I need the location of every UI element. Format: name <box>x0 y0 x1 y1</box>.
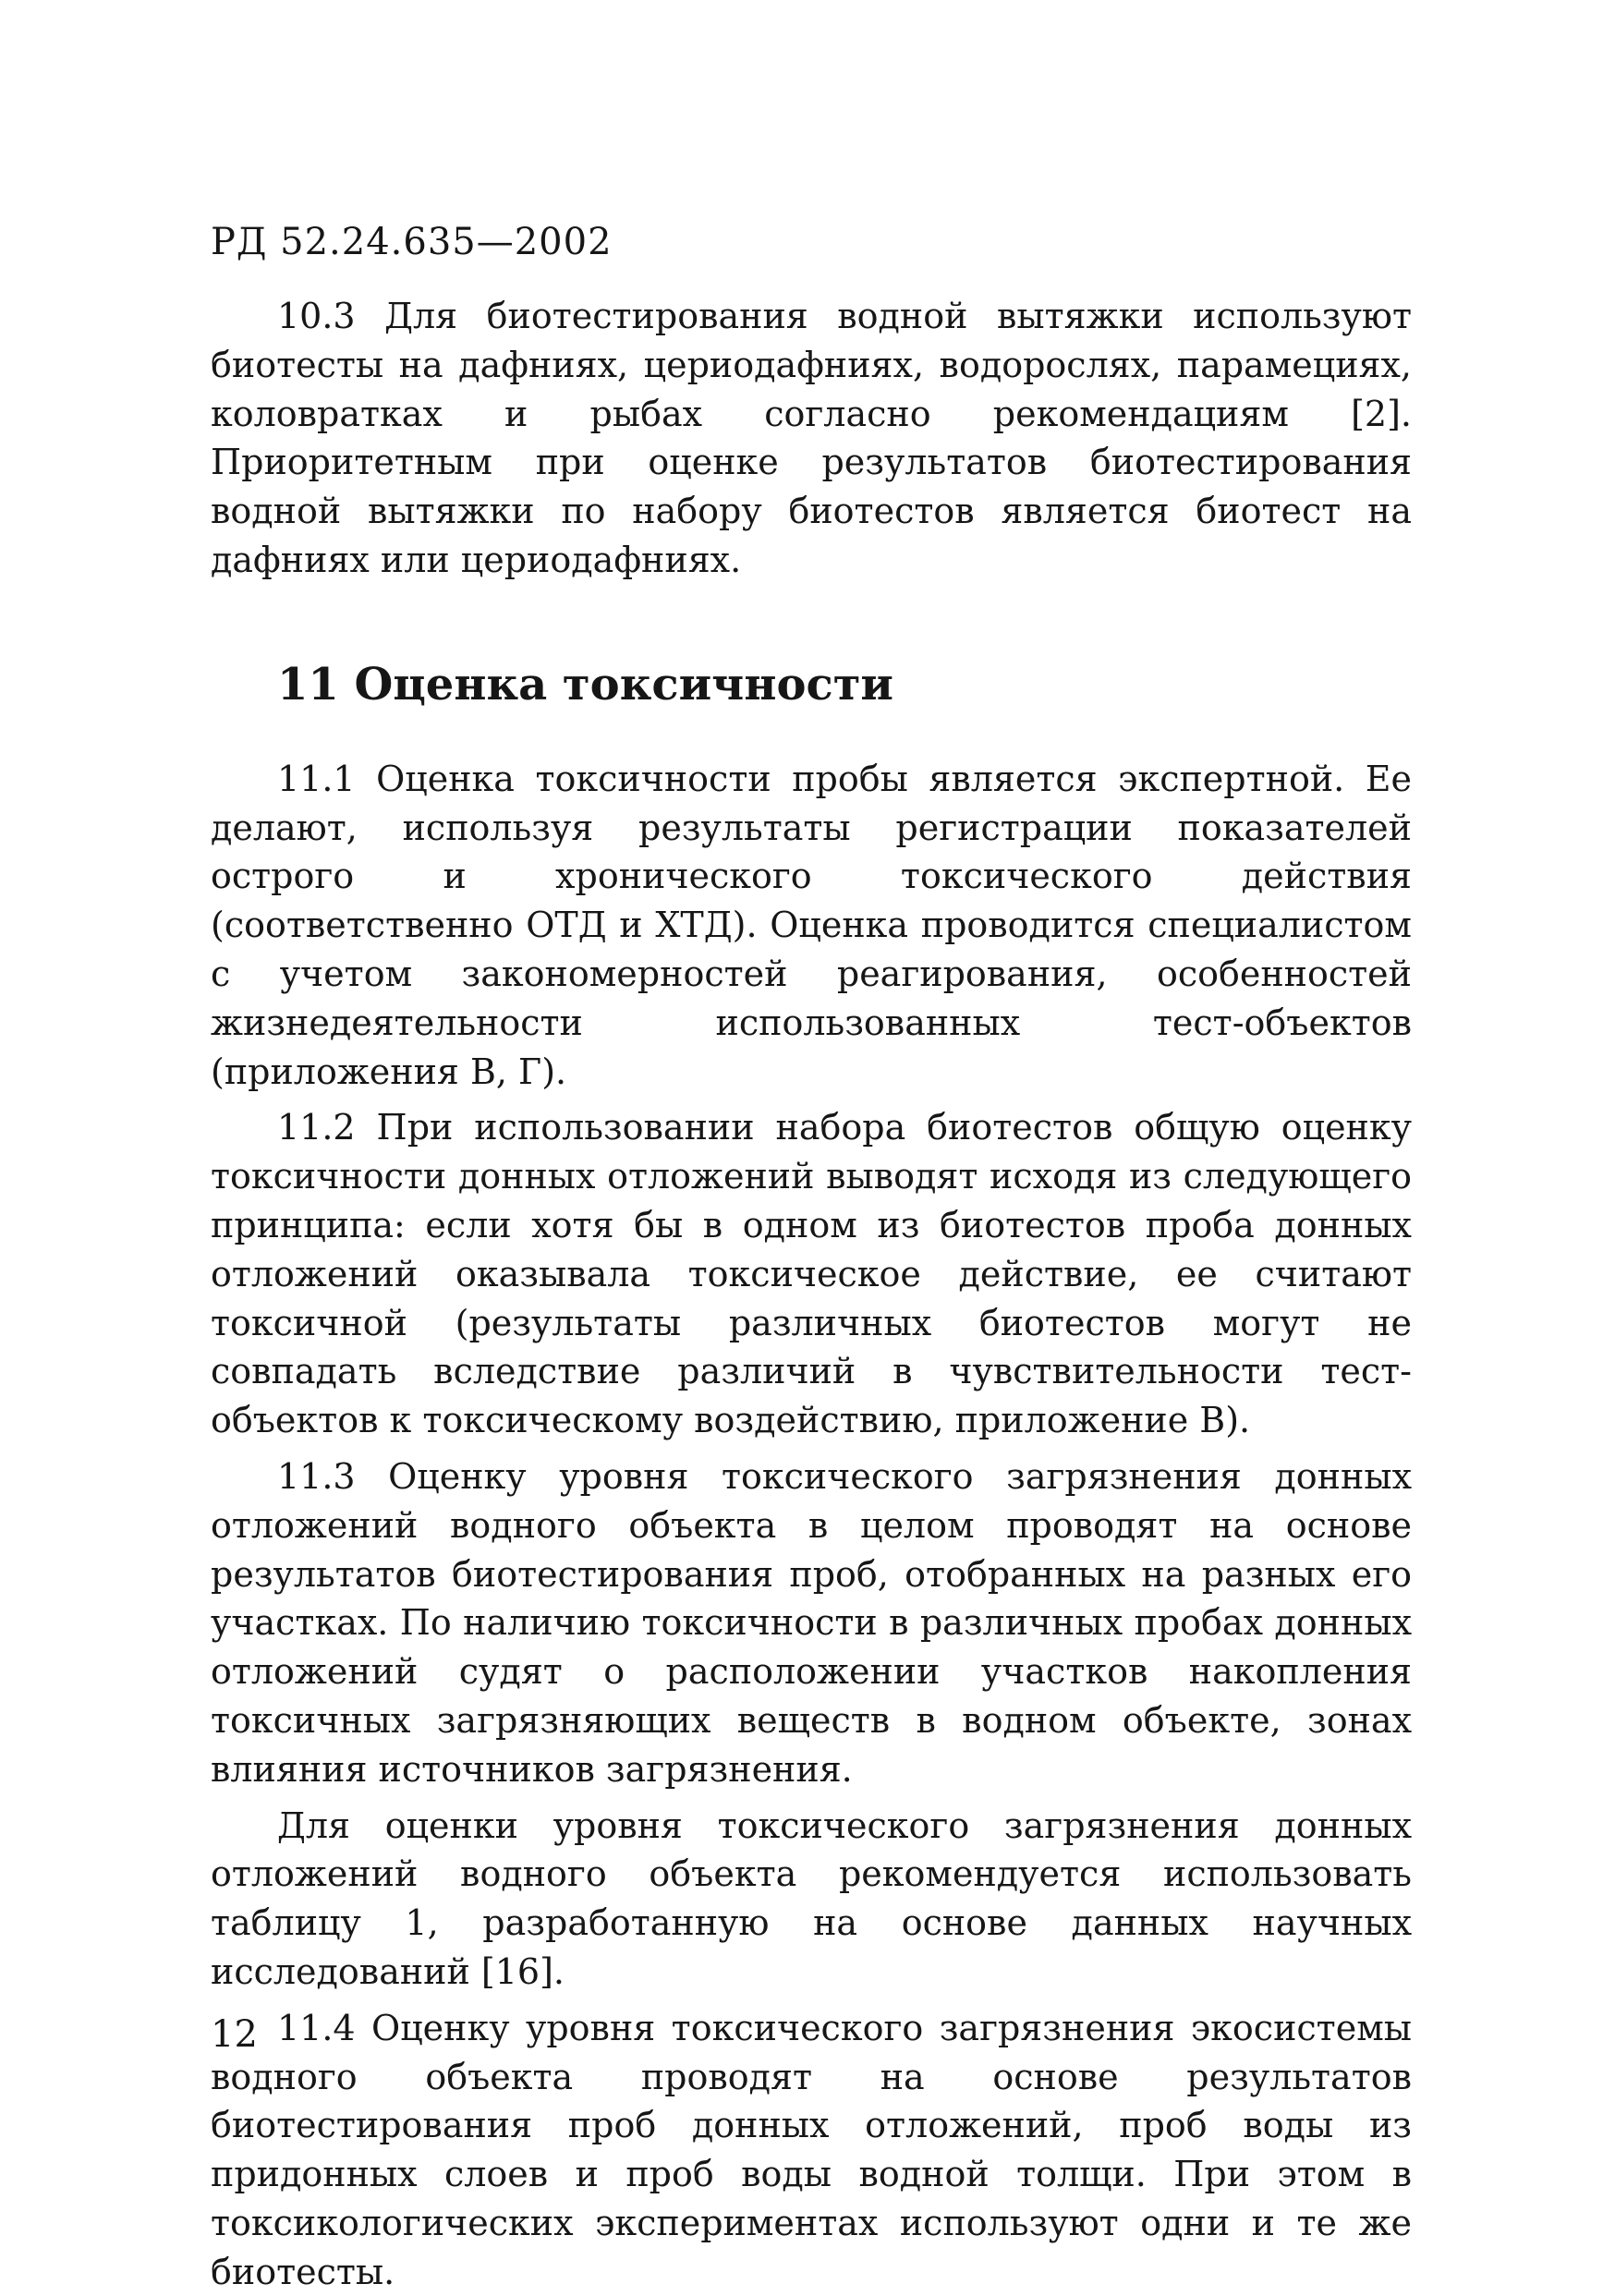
document-code-header: РД 52.24.635—2002 <box>211 221 613 263</box>
paragraph-table-reference: Для оценки уровня токсического загрязнения донных отложений водного объекта рекомендуется использовать таблицу 1, разработанную на основе данных научных исследований [16]. <box>211 1804 1412 1992</box>
section-title: 11 Оценка токсичности <box>277 658 894 711</box>
page-number: 12 <box>211 2013 258 2056</box>
page-content <box>211 292 1412 2296</box>
paragraph-10-3: 10.3 Для биотестирования водной вытяжки используют биотесты на дафниях, цериодафниях, водорослях, парамециях, коловратках и рыбах согласно рекомендациям [2]. Приоритетным при оценке результатов биотестирования водной вытяжки по набору биотестов является биотест на дафниях или цериодафниях. <box>211 296 1412 580</box>
paragraph-11-1: 11.1 Оценка токсичности пробы является экспертной. Ее делают, используя результаты регистрации показателей острого и хронического токсического действия (соответственно ОТД и ХТД). Оценка проводится специалистом с учетом закономерностей реагирования, особенностей жизнедеятельности использованных тест-объектов (приложения В, Г). <box>211 758 1412 1092</box>
paragraph-11-3: 11.3 Оценку уровня токсического загрязнения донных отложений водного объекта в целом проводят на основе результатов биотестирования проб, отобранных на разных его участках. По наличию токсичности в различных пробах донных отложений судят о расположении участков накопления токсичных загрязняющих веществ в водном объекте, зонах влияния источников загрязнения. <box>211 1455 1412 1790</box>
paragraph-11-4: 11.4 Оценку уровня токсического загрязнения экосистемы водного объекта проводят на основе результатов биотестирования проб донных отложений, проб воды из придонных слоев и проб воды водной толщи. При этом в токсикологических экспериментах используют одни и те же биотесты. <box>211 2007 1412 2292</box>
paragraph-11-2: 11.2 При использовании набора биотестов общую оценку токсичности донных отложений выводят исходя из следующего принципа: если хотя бы в одном из биотестов проба донных отложений оказывала токсическое действие, ее считают токсичной (результаты различных биотестов могут не совпадать вследствие различий в чувствительности тест-объектов к токсическому воздействию, приложение В). <box>211 1107 1412 1441</box>
